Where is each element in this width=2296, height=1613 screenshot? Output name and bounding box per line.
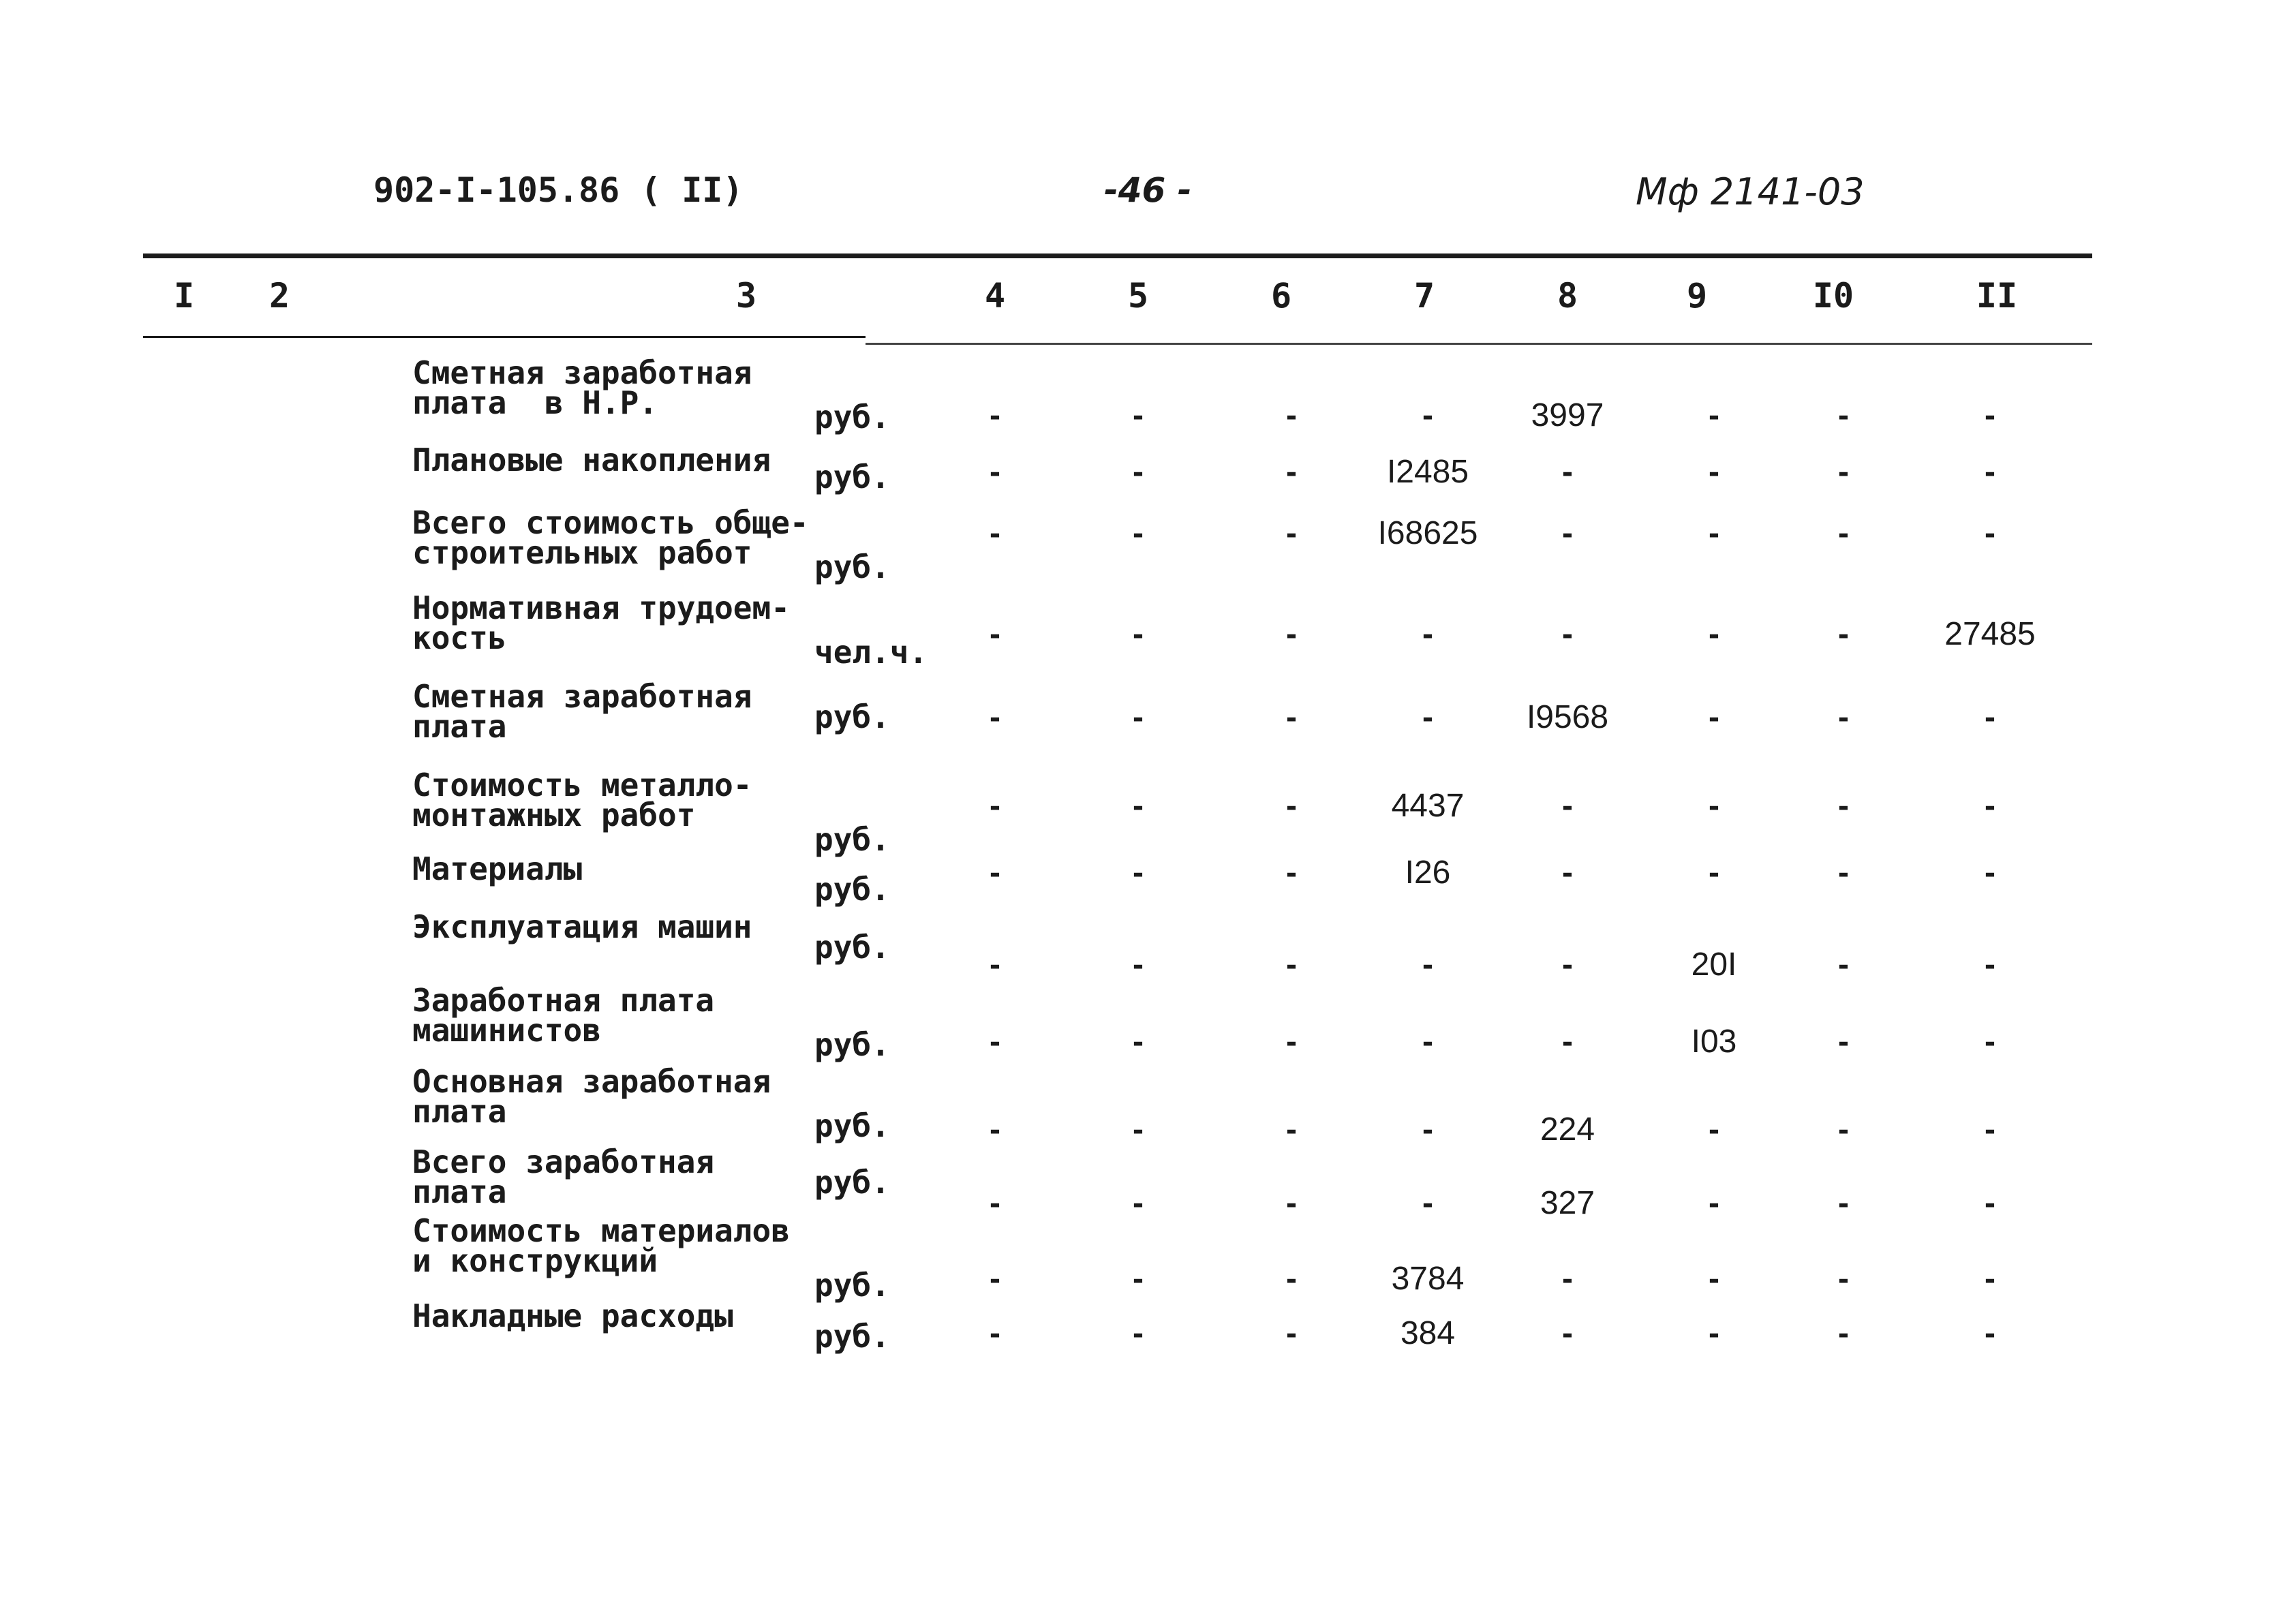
table-cell: - (1133, 1261, 1144, 1297)
row-unit: руб. (814, 459, 890, 495)
table-cell: - (1133, 1185, 1144, 1221)
row-description: Заработная плата машинистов (412, 982, 715, 1049)
table-cell: - (1985, 1185, 1995, 1221)
row-unit: руб. (814, 1107, 890, 1144)
table-cell: - (1709, 855, 1719, 891)
table-cell: - (1286, 397, 1297, 433)
table-cell: - (1985, 1315, 1995, 1351)
table-cell: - (1985, 947, 1995, 983)
table-cell: - (1985, 788, 1995, 824)
table-cell: - (1838, 788, 1849, 824)
column-number: 7 (1413, 276, 1435, 316)
table-cell: - (1562, 1315, 1573, 1351)
table-cell: - (1985, 699, 1995, 735)
table-cell: - (1562, 855, 1573, 891)
table-cell: - (1709, 515, 1719, 551)
column-number: I0 (1812, 276, 1854, 316)
table-top-rule (143, 254, 2092, 258)
table-cell: - (1709, 699, 1719, 735)
table-cell: - (1422, 616, 1433, 652)
table-cell: - (1133, 1111, 1144, 1148)
table-cell: - (1562, 788, 1573, 824)
table-cell: - (1133, 397, 1144, 433)
row-unit: чел.ч. (814, 634, 928, 671)
table-cell: - (1562, 1024, 1573, 1060)
row-unit: руб. (814, 698, 890, 735)
table-cell: I03 (1691, 1024, 1737, 1060)
row-description: Плановые накопления (412, 442, 771, 478)
table-cell: - (1562, 616, 1573, 652)
row-unit: руб. (814, 1026, 890, 1063)
column-number: 6 (1270, 276, 1292, 316)
row-description: Нормативная трудоем- кость (412, 589, 790, 656)
table-cell: - (1838, 454, 1849, 490)
table-cell: - (1562, 1261, 1573, 1297)
table-cell: - (1422, 947, 1433, 983)
table-cell: - (1422, 699, 1433, 735)
row-description: Материалы (412, 850, 583, 887)
table-cell: - (1133, 515, 1144, 551)
table-cell: - (1985, 1111, 1995, 1148)
table-cell: - (990, 1111, 1000, 1148)
table-cell: - (1133, 788, 1144, 824)
table-cell: 20I (1691, 947, 1737, 983)
table-cell: - (990, 855, 1000, 891)
table-cell: 27485 (1944, 616, 2036, 652)
table-cell: - (1286, 855, 1297, 891)
table-cell: - (1286, 1315, 1297, 1351)
table-cell: - (1838, 855, 1849, 891)
table-cell: 384 (1400, 1315, 1456, 1351)
table-cell: 224 (1540, 1111, 1595, 1148)
table-cell: - (1985, 1024, 1995, 1060)
table-cell: - (1422, 397, 1433, 433)
table-cell: - (1985, 515, 1995, 551)
row-description: Сметная заработная плата (412, 678, 752, 745)
table-cell: - (990, 699, 1000, 735)
table-cell: - (1286, 616, 1297, 652)
table-cell: - (1562, 947, 1573, 983)
table-cell: - (1709, 1261, 1719, 1297)
table-cell: - (1985, 855, 1995, 891)
table-cell: - (1838, 397, 1849, 433)
row-description: Стоимость металло- монтажных работ (412, 767, 752, 833)
table-cell: - (1133, 454, 1144, 490)
header-bottom-rule (143, 336, 866, 338)
row-description: Эксплуатация машин (412, 908, 752, 945)
table-cell: - (1838, 616, 1849, 652)
table-cell: - (1709, 1315, 1719, 1351)
row-unit: руб. (814, 549, 890, 585)
table-cell: - (1133, 855, 1144, 891)
table-cell: - (1985, 397, 1995, 433)
table-cell: - (1422, 1185, 1433, 1221)
table-cell: - (1709, 1111, 1719, 1148)
volume-number: ( II) (641, 170, 744, 210)
table-cell: - (1985, 1261, 1995, 1297)
table-cell: - (990, 515, 1000, 551)
table-cell: - (1286, 699, 1297, 735)
table-cell: - (1133, 1315, 1144, 1351)
table-cell: 3784 (1391, 1261, 1465, 1297)
table-cell: - (990, 454, 1000, 490)
table-cell: - (1709, 616, 1719, 652)
table-cell: - (1838, 1185, 1849, 1221)
table-cell: - (1709, 397, 1719, 433)
table-cell: - (1838, 515, 1849, 551)
table-cell: - (1422, 1111, 1433, 1148)
table-cell: - (1133, 699, 1144, 735)
table-cell: - (1286, 1024, 1297, 1060)
table-cell: - (1562, 515, 1573, 551)
table-cell: - (1286, 947, 1297, 983)
table-cell: - (990, 616, 1000, 652)
column-number: 8 (1557, 276, 1578, 316)
table-cell: - (1286, 454, 1297, 490)
table-cell: - (1838, 1024, 1849, 1060)
column-number: 5 (1127, 276, 1149, 316)
row-unit: руб. (814, 1267, 890, 1304)
table-cell: - (1562, 454, 1573, 490)
row-description: Стоимость материалов и конструкций (412, 1212, 790, 1279)
row-unit: руб. (814, 1164, 890, 1201)
table-cell: - (1709, 788, 1719, 824)
row-unit: руб. (814, 1318, 890, 1355)
table-cell: - (990, 947, 1000, 983)
table-cell: - (1838, 699, 1849, 735)
table-cell: - (1133, 616, 1144, 652)
header-bottom-rule-right (866, 343, 2092, 345)
row-description: Сметная заработная плата в Н.Р. (412, 354, 752, 421)
table-cell: I2485 (1386, 454, 1469, 490)
table-cell: - (1133, 1024, 1144, 1060)
table-cell: I9568 (1526, 699, 1609, 735)
column-number: 9 (1686, 276, 1708, 316)
column-number: II (1976, 276, 2018, 316)
table-cell: - (1422, 1024, 1433, 1060)
column-number: 4 (984, 276, 1006, 316)
table-cell: 3997 (1531, 397, 1604, 433)
table-cell: - (1286, 1185, 1297, 1221)
table-cell: - (1133, 947, 1144, 983)
handwritten-mark: Мф 2141-03 (1636, 170, 1865, 213)
table-cell: - (990, 1261, 1000, 1297)
page-number: -46 - (1104, 170, 1192, 210)
table-cell: - (1985, 454, 1995, 490)
table-cell: 327 (1540, 1185, 1595, 1221)
table-cell: - (1838, 1111, 1849, 1148)
table-cell: - (1709, 454, 1719, 490)
row-description: Всего заработная плата (412, 1143, 715, 1210)
row-unit: руб. (814, 871, 890, 908)
row-description: Всего стоимость обще- строительных работ (412, 504, 809, 571)
table-cell: I68625 (1377, 515, 1478, 551)
column-number: 3 (735, 276, 757, 316)
table-cell: - (1286, 788, 1297, 824)
table-cell: - (1286, 1111, 1297, 1148)
table-cell: - (990, 1024, 1000, 1060)
row-description: Накладные расходы (412, 1297, 733, 1334)
table-cell: - (1709, 1185, 1719, 1221)
column-number: I (173, 276, 195, 316)
table-cell: - (990, 788, 1000, 824)
table-cell: I26 (1405, 855, 1451, 891)
table-cell: - (1838, 1315, 1849, 1351)
table-cell: - (990, 397, 1000, 433)
column-number: 2 (269, 276, 290, 316)
row-unit: руб. (814, 399, 890, 435)
row-unit: руб. (814, 821, 890, 858)
table-cell: - (990, 1185, 1000, 1221)
document-code: 902-I-105.86 (373, 170, 620, 210)
row-description: Основная заработная плата (412, 1063, 771, 1130)
row-unit: руб. (814, 929, 890, 966)
table-cell: - (990, 1315, 1000, 1351)
table-cell: - (1286, 515, 1297, 551)
table-cell: - (1838, 947, 1849, 983)
table-cell: - (1286, 1261, 1297, 1297)
table-cell: 4437 (1391, 788, 1465, 824)
table-cell: - (1838, 1261, 1849, 1297)
